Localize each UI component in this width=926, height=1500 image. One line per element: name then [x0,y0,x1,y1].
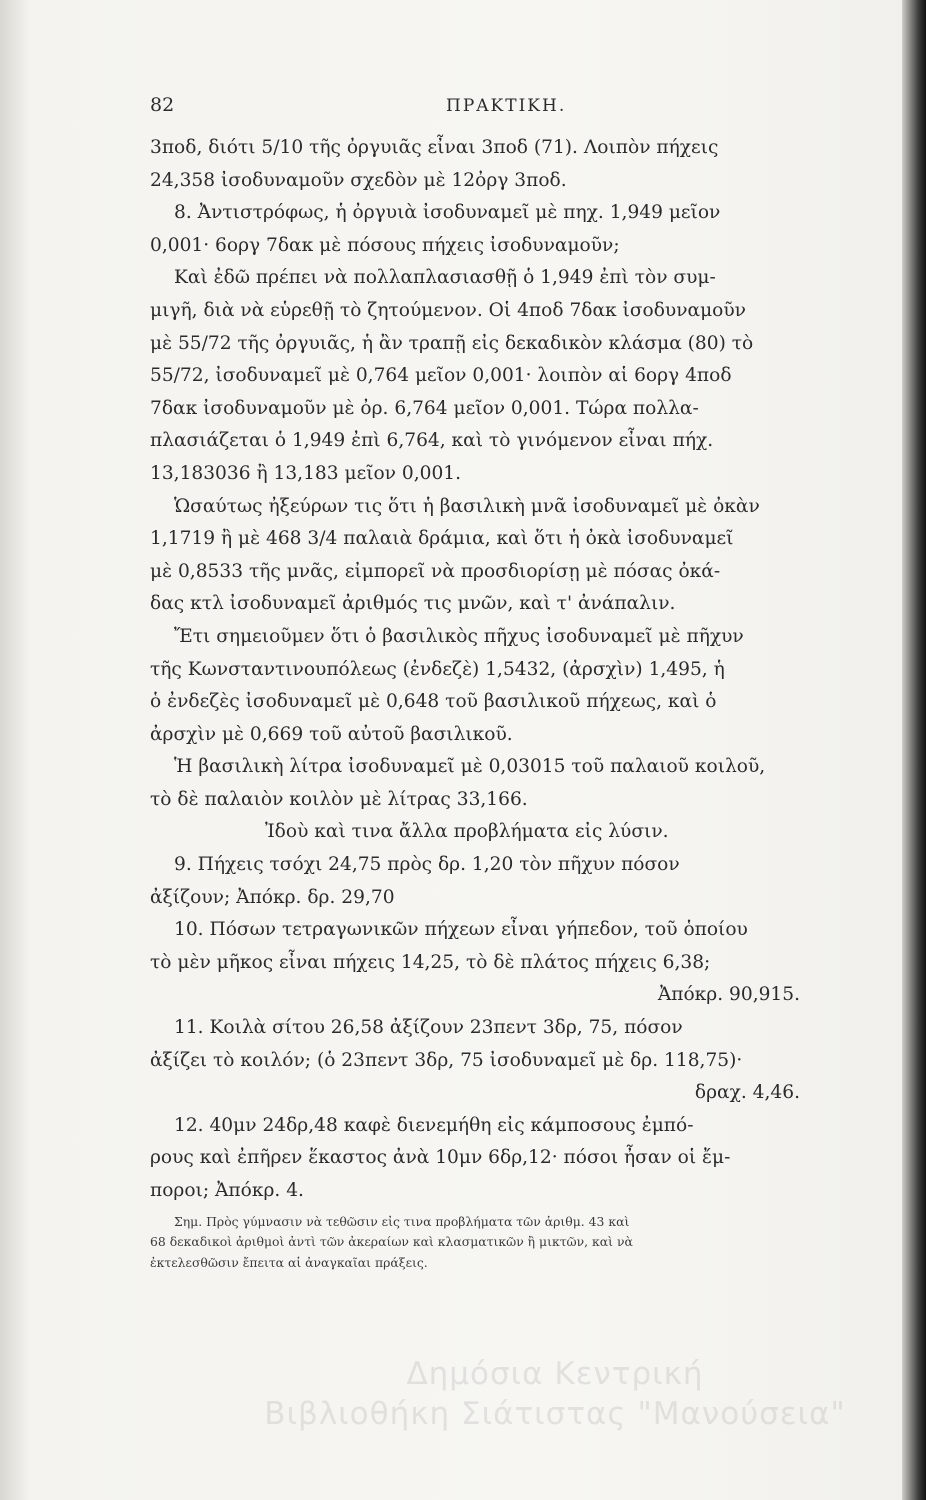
text-line: ρους καὶ ἐπῆρεν ἕκαστος ἀνὰ 10μν 6δρ,12· πόσοι ἦσαν οἱ ἔμ- [150,1147,731,1169]
text-line: 55/72, ἰσοδυναμεῖ μὲ 0,764 μεῖον 0,001· λοιπὸν αἱ 6οργ 4ποδ [150,365,732,387]
problem-9-start: 9. Πήχεις τσόχι 24,75 πρὸς δρ. 1,20 τὸν πῆχυν πόσον [174,854,680,876]
watermark-line: Δημόσια Κεντρική [406,1356,704,1392]
running-title: ΠΡΑΚΤΙΚΗ. [446,96,567,116]
text-line: ἀρσχὶν μὲ 0,669 τοῦ αὐτοῦ βασιλικοῦ. [150,723,513,745]
paragraph-start: Ἔτι σημειοῦμεν ὅτι ὁ βασιλικὸς πῆχυς ἰσοδυναμεῖ μὲ πῆχυν [174,625,744,647]
text-line: τῆς Κωνσταντινουπόλεως (ἐνδεζὲ) 1,5432, (ἀρσχὶν) 1,495, ἡ [150,658,725,680]
text-line: μὲ 55/72 τῆς ὀργυιᾶς, ἡ ἂν τραπῇ εἰς δεκαδικὸν κλάσμα (80) τὸ [150,332,754,354]
footnote [150,1212,800,1273]
problem-12-start: 12. 40μν 24δρ,48 καφὲ διενεμήθη εἰς κάμποσους ἐμπό- [174,1114,694,1136]
text-line: 13,183036 ἢ 13,183 μεῖον 0,001. [150,462,462,484]
text-line: 24,358 ἰσοδυναμοῦν σχεδὸν μὲ 12ὀργ 3ποδ. [150,169,567,191]
text-line: τὸ δὲ παλαιὸν κοιλὸν μὲ λίτρας 33,166. [150,788,528,810]
library-watermark [210,1354,900,1434]
text-line: ἀξίζουν; Ἀπόκρ. δρ. 29,70 [150,886,395,908]
section-intro: Ἰδοὺ καὶ τινα ἄλλα προβλήματα εἰς λύσιν. [265,821,669,843]
problem-10-start: 10. Πόσων τετραγωνικῶν πήχεων εἶναι γήπεδον, τοῦ ὁποίου [174,919,748,941]
text-line: πλασιάζεται ὁ 1,949 ἐπὶ 6,764, καὶ τὸ γινόμενον εἶναι πήχ. [150,430,714,452]
text-line: μὲ 0,8533 τῆς μνᾶς, εἰμπορεῖ νὰ προσδιορίσῃ μὲ πόσας ὀκά- [150,560,721,582]
text-line: 3ποδ, διότι 5/10 τῆς ὀργυιᾶς εἶναι 3ποδ (71). Λοιπὸν πήχεις [150,137,719,158]
paragraph-start: Ἡ βασιλικὴ λίτρα ἰσοδυναμεῖ μὲ 0,03015 τοῦ παλαιοῦ κοιλοῦ, [174,756,766,778]
problem-8-start: 8. Ἀντιστρόφως, ἡ ὀργυιὰ ἰσοδυναμεῖ μὲ πηχ. 1,949 μεῖον [174,202,721,224]
paragraph-start: Ὡσαύτως ἠξεύρων τις ὅτι ἡ βασιλικὴ μνᾶ ἰσοδυναμεῖ μὲ ὀκὰν [174,495,760,517]
text-line: Καὶ ἐδῶ πρέπει νὰ πολλαπλασιασθῇ ὁ 1,949 ἐπὶ τὸν συμ- [174,267,716,289]
problem-11-start: 11. Κοιλὰ σίτου 26,58 ἀξίζουν 23πεντ 3δρ, 75, πόσον [174,1017,683,1039]
text-line: ἀξίζει τὸ κοιλόν; (ὁ 23πεντ 3δρ, 75 ἰσοδυναμεῖ μὲ δρ. 118,75)· [150,1049,743,1071]
text-line: 0,001· 6οργ 7δακ μὲ πόσους πήχεις ἰσοδυναμοῦν; [150,234,620,256]
book-spine-shadow [902,0,926,1500]
text-line: ὁ ἐνδεζὲς ἰσοδυναμεῖ μὲ 0,648 τοῦ βασιλικοῦ πήχεως, καὶ ὁ [150,691,717,713]
text-line: 7δακ ἰσοδυναμοῦν μὲ ὀρ. 6,764 μεῖον 0,001. Τώρα πολλα- [150,397,699,419]
text-line: ποροι; Ἀπόκρ. 4. [150,1180,304,1201]
footnote-line: 68 δεκαδικοὶ ἀριθμοὶ ἀντὶ τῶν ἀκεραίων καὶ κλασματικῶν ἢ μικτῶν, καὶ νὰ [150,1234,633,1250]
text-line: τὸ μὲν μῆκος εἶναι πήχεις 14,25, τὸ δὲ πλάτος πήχεις 6,38; [150,951,711,973]
text-line: μιγῆ, διὰ νὰ εὑρεθῇ τὸ ζητούμενον. Οἱ 4ποδ 7δακ ἰσοδυναμοῦν [150,299,746,321]
page-number: 82 [150,94,175,116]
page-header [150,94,800,124]
text-line: 1,1719 ἢ μὲ 468 3/4 παλαιὰ δράμια, καὶ ὅτι ἡ ὀκὰ ἰσοδυναμεῖ [150,528,734,550]
watermark-line: Βιβλιοθήκη Σιάτιστας "Μανούσεια" [264,1396,846,1432]
footnote-line: ἐκτελεσθῶσιν ἔπειτα αἱ ἀναγκαῖαι πράξεις. [150,1254,428,1270]
text-line: δας κτλ ἰσοδυναμεῖ ἀριθμός τις μνῶν, καὶ τ' ἀνάπαλιν. [150,593,676,615]
answer-line: Ἀπόκρ. 90,915. [657,984,800,1006]
footnote-line: Σημ. Πρὸς γύμνασιν νὰ τεθῶσιν εἰς τινα προβλήματα τῶν ἀριθμ. 43 καὶ [174,1214,630,1229]
body-text [150,132,800,1208]
answer-line: δραχ. 4,46. [694,1082,800,1104]
